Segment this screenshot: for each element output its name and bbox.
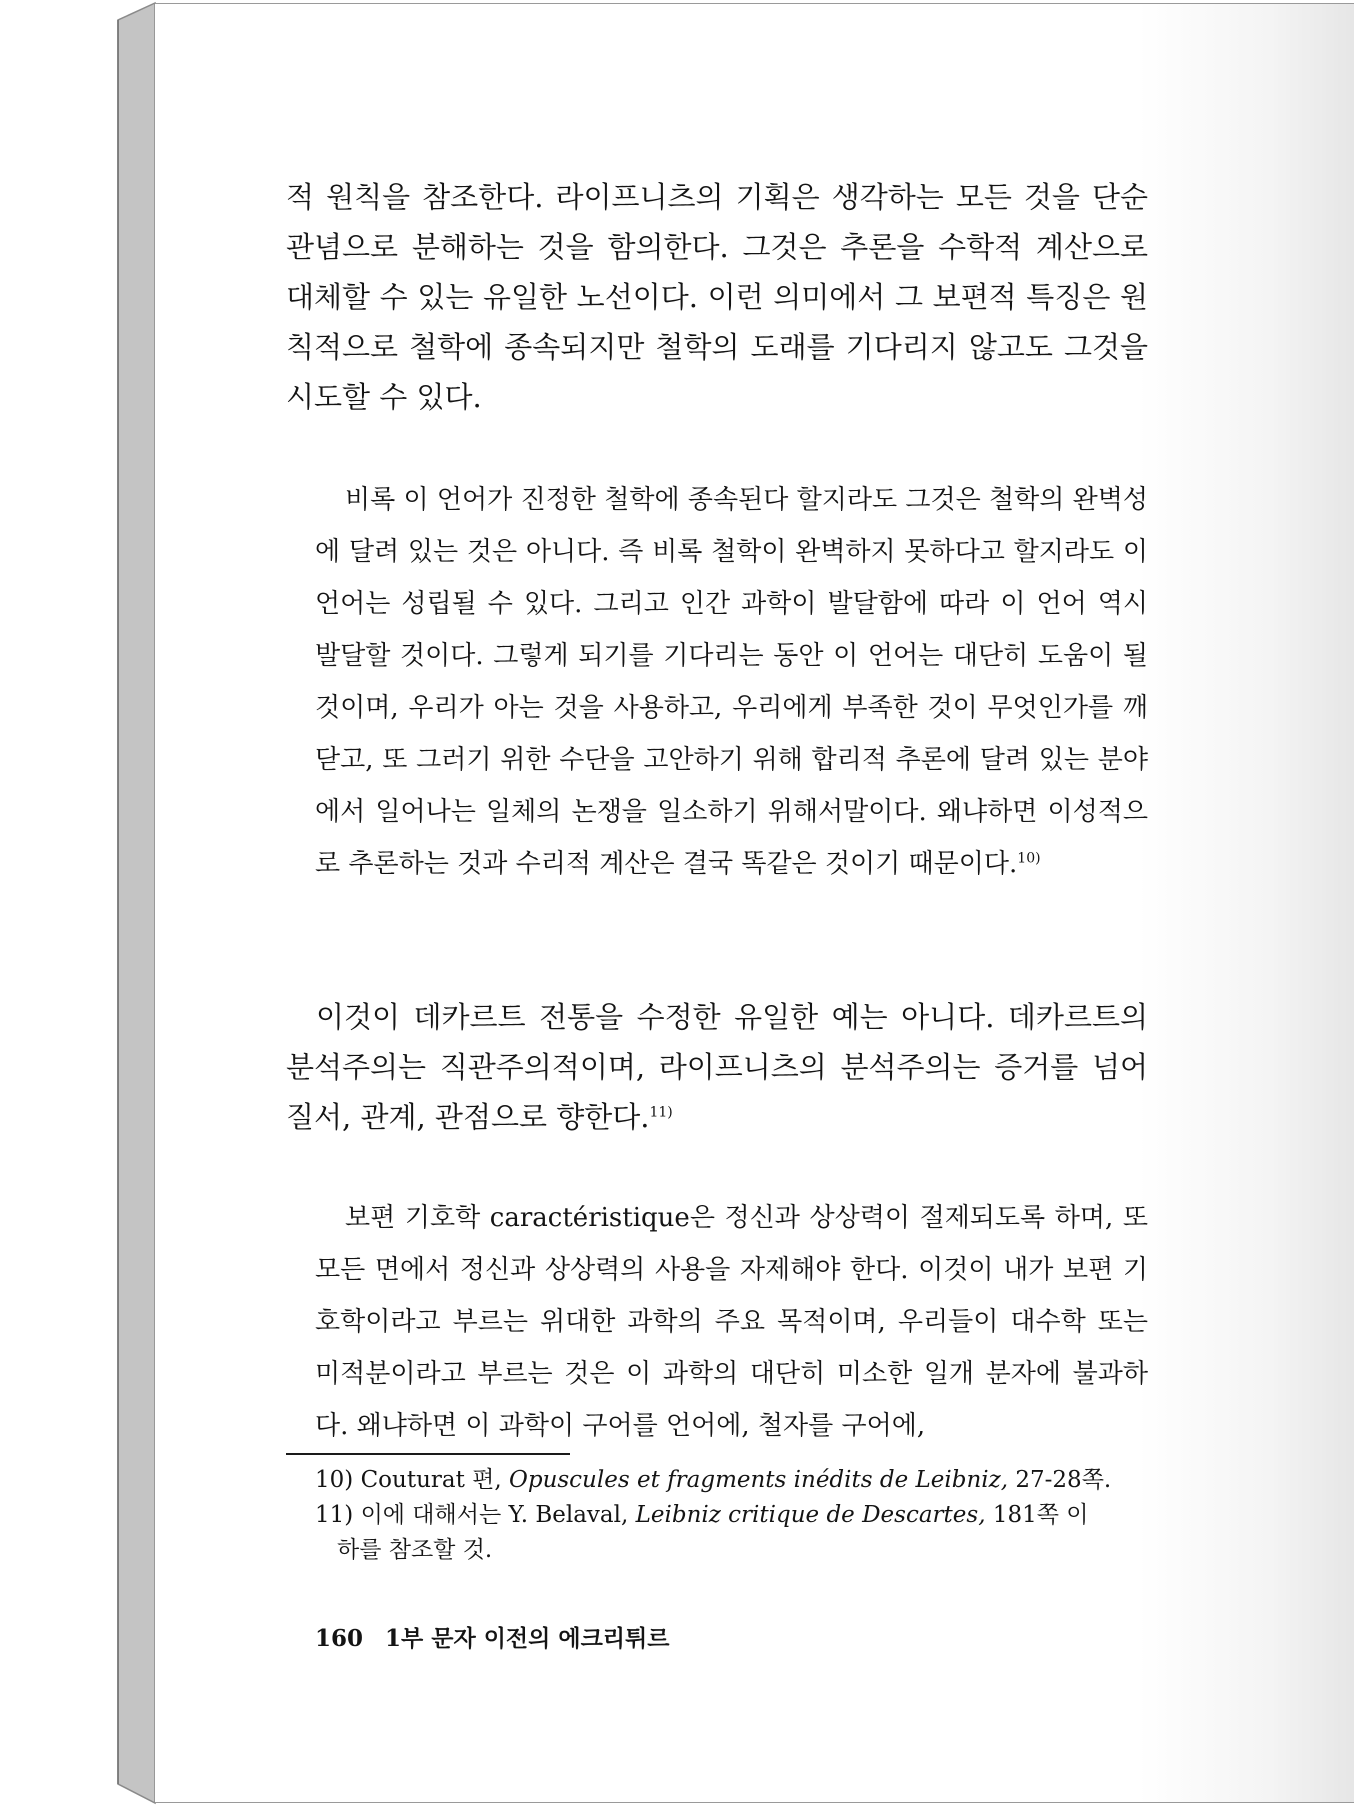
body-paragraph-2	[286, 992, 1148, 1142]
footnote-11-title: Leibniz critique de Descartes,	[635, 1502, 986, 1528]
page-number: 160	[315, 1625, 364, 1652]
body-paragraph-1: 적 원칙을 참조한다. 라이프니츠의 기획은 생각하는 모든 것을 단순 관념으로 분해하는 것을 함의한다. 그것은 추론을 수학적 계산으로 대체할 수 있는 유일한 노선이다. 이런 의미에서 그 보편적 특징은 원칙적으로 철학에 종속되지만 철학의 도래를 기다리지 않고도 그것을 시도할 수 있다.	[286, 180, 1148, 414]
footnote-10-number: 10)	[315, 1467, 354, 1493]
footnote-11-continuation: 하를 참조할 것.	[337, 1537, 493, 1563]
footnote-rule	[286, 1453, 570, 1455]
footnote-11-after: 181쪽 이	[992, 1502, 1089, 1528]
block-quote-2: 보편 기호학 caractéristique은 정신과 상상력이 절제되도록 하며, 또 모든 면에서 정신과 상상력의 사용을 자제해야 한다. 이것이 내가 보편 기호학이라고 부르는 위대한 과학의 주요 목적이며, 우리들이 대수학 또는 미적분이라고 부르는 것은 이 과학의 대단히 미소한 일개 분자에 불과하다. 왜냐하면 이 과학이 구어를 언어에, 철자를 구어에,	[315, 1203, 1148, 1441]
footnote-10-title: Opuscules et fragments inédits de Leibniz,	[508, 1467, 1009, 1493]
footnote-ref-11[interactable]: 11)	[649, 1104, 673, 1121]
footnote-10	[315, 1463, 1148, 1498]
footnote-11-before: 이에 대해서는 Y. Belaval,	[360, 1502, 629, 1528]
page-footer	[315, 1620, 669, 1653]
running-head: 1부 문자 이전의 에크리튀르	[385, 1625, 670, 1652]
footnote-10-after: 27-28쪽.	[1015, 1467, 1112, 1493]
block-quote-1	[315, 474, 1148, 890]
footnote-10-before: Couturat 편,	[360, 1467, 502, 1493]
footnote-11-number: 11)	[315, 1502, 354, 1528]
book-spine	[0, 0, 160, 1806]
block-quote-1-text: 비록 이 언어가 진정한 철학에 종속된다 할지라도 그것은 철학의 완벽성에 달려 있는 것은 아니다. 즉 비록 철학이 완벽하지 못하다고 할지라도 이 언어는 성립될 수 있다. 그리고 인간 과학이 발달함에 따라 이 언어 역시 발달할 것이다. 그렇게 되기를 기다리는 동안 이 언어는 대단히 도움이 될 것이며, 우리가 아는 것을 사용하고, 우리에게 부족한 것이 무엇인가를 깨닫고, 또 그러기 위한 수단을 고안하기 위해 합리적 추론에 달려 있는 분야에서 일어나는 일체의 논쟁을 일소하기 위해서말이다. 왜냐하면 이성적으로 추론하는 것과 수리적 계산은 결국 똑같은 것이기 때문이다.	[315, 485, 1148, 879]
footnote-11	[315, 1498, 1148, 1568]
footnote-ref-10[interactable]: 10)	[1017, 850, 1041, 867]
body-paragraph-2-text: 이것이 데카르트 전통을 수정한 유일한 예는 아니다. 데카르트의 분석주의는 직관주의적이며, 라이프니츠의 분석주의는 증거를 넘어 질서, 관계, 관점으로 향한다.	[286, 1000, 1148, 1134]
